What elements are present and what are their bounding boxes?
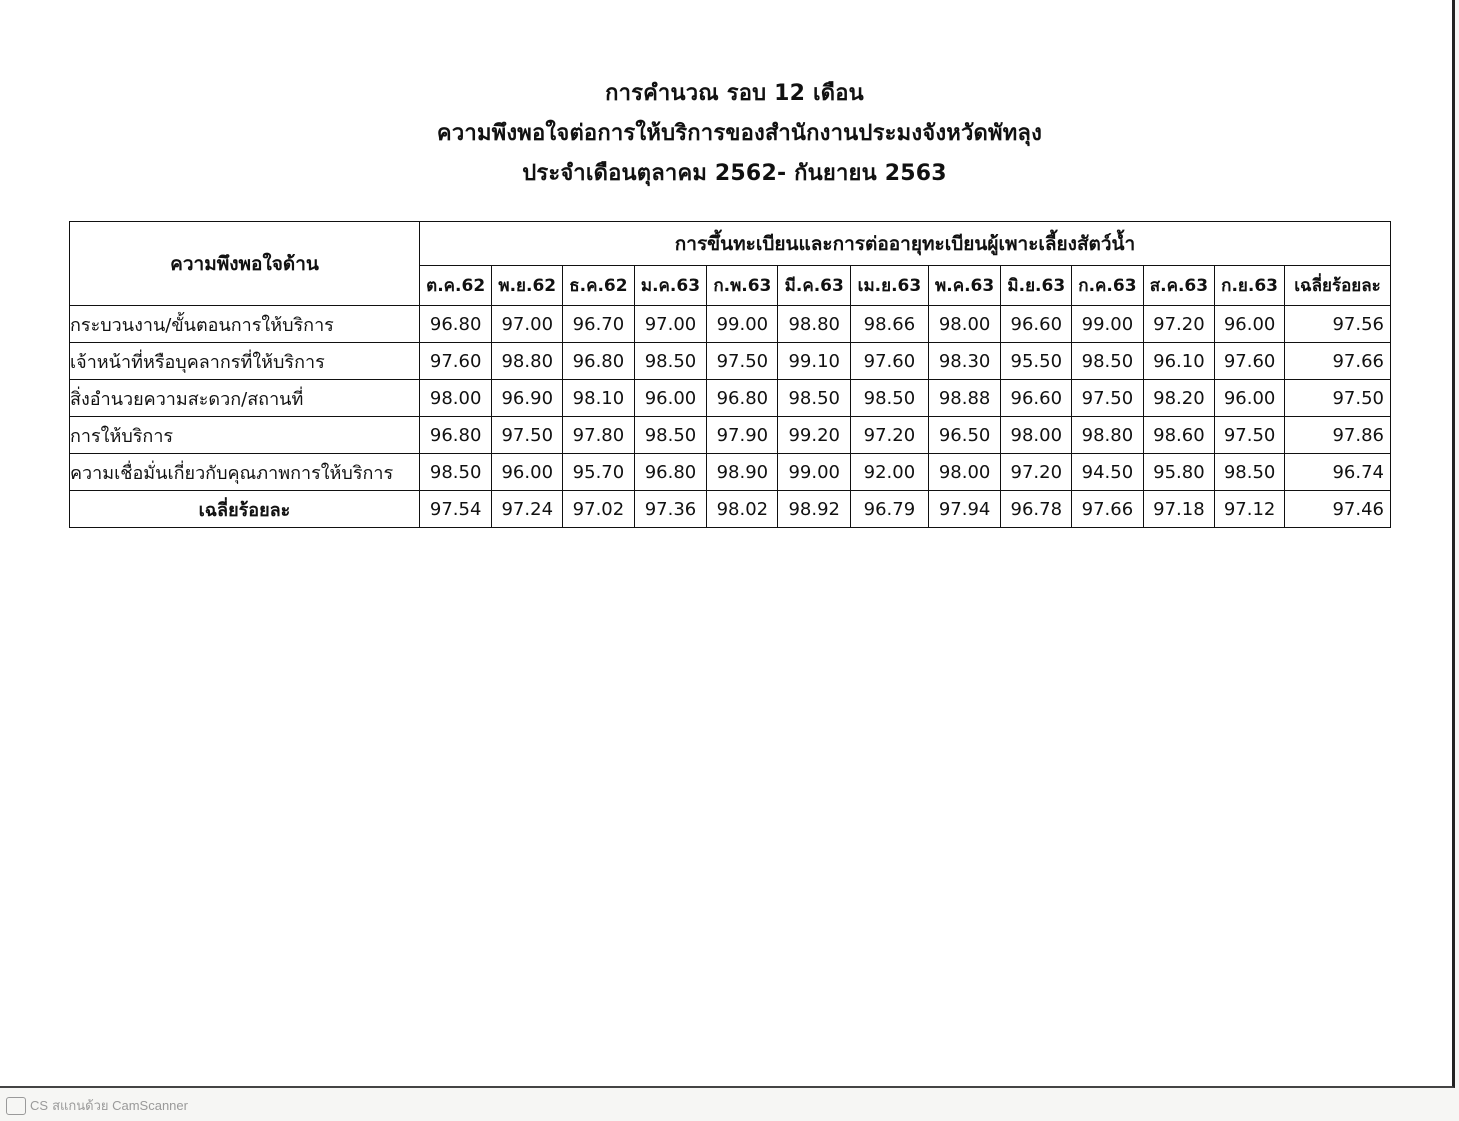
value-cell: 98.00 <box>928 306 1001 343</box>
header-line-1: การคำนวณ รอบ 12 เดือน <box>605 81 864 106</box>
row-average-cell: 97.56 <box>1285 306 1391 343</box>
header-line-3: ประจำเดือนตุลาคม 2562- กันยายน 2563 <box>522 161 947 186</box>
value-cell: 98.90 <box>707 454 778 491</box>
value-cell: 92.00 <box>851 454 929 491</box>
table-body <box>70 306 1391 528</box>
value-cell: 98.30 <box>928 343 1001 380</box>
document-header <box>0 74 1459 194</box>
row-average-cell: 97.46 <box>1285 491 1391 528</box>
value-cell: 98.50 <box>778 380 851 417</box>
value-cell: 98.50 <box>420 454 492 491</box>
value-cell: 98.80 <box>1072 417 1143 454</box>
row-label: การให้บริการ <box>70 417 420 454</box>
row-average-cell: 97.66 <box>1285 343 1391 380</box>
value-cell: 95.80 <box>1143 454 1215 491</box>
value-cell: 99.10 <box>778 343 851 380</box>
value-cell: 97.54 <box>420 491 492 528</box>
row-label: เจ้าหน้าที่หรือบุคลากรที่ให้บริการ <box>70 343 420 380</box>
column-header: มิ.ย.63 <box>1001 266 1072 306</box>
watermark-logo-text: CS <box>30 1098 49 1113</box>
value-cell: 96.00 <box>1215 306 1285 343</box>
value-cell: 98.02 <box>707 491 778 528</box>
value-cell: 96.80 <box>420 417 492 454</box>
value-cell: 97.20 <box>1143 306 1215 343</box>
value-cell: 96.50 <box>928 417 1001 454</box>
value-cell: 97.00 <box>634 306 707 343</box>
value-cell: 96.60 <box>1001 306 1072 343</box>
table-row <box>70 417 1391 454</box>
table-row <box>70 306 1391 343</box>
table-row <box>70 380 1391 417</box>
value-cell: 97.66 <box>1072 491 1143 528</box>
value-cell: 97.20 <box>851 417 929 454</box>
column-header: เม.ย.63 <box>851 266 929 306</box>
column-header: ส.ค.63 <box>1143 266 1215 306</box>
value-cell: 97.36 <box>634 491 707 528</box>
value-cell: 98.60 <box>1143 417 1215 454</box>
value-cell: 97.80 <box>563 417 635 454</box>
value-cell: 97.60 <box>1215 343 1285 380</box>
value-cell: 98.80 <box>778 306 851 343</box>
value-cell: 96.00 <box>492 454 563 491</box>
value-cell: 99.20 <box>778 417 851 454</box>
value-cell: 97.02 <box>563 491 635 528</box>
value-cell: 98.20 <box>1143 380 1215 417</box>
value-cell: 97.12 <box>1215 491 1285 528</box>
value-cell: 97.18 <box>1143 491 1215 528</box>
row-average-cell: 96.74 <box>1285 454 1391 491</box>
value-cell: 96.78 <box>1001 491 1072 528</box>
value-cell: 96.00 <box>1215 380 1285 417</box>
row-average-cell: 97.50 <box>1285 380 1391 417</box>
value-cell: 96.80 <box>707 380 778 417</box>
value-cell: 96.80 <box>634 454 707 491</box>
column-header: พ.ค.63 <box>928 266 1001 306</box>
column-header: ม.ค.63 <box>634 266 707 306</box>
value-cell: 96.60 <box>1001 380 1072 417</box>
value-cell: 98.50 <box>1072 343 1143 380</box>
value-cell: 95.50 <box>1001 343 1072 380</box>
value-cell: 96.00 <box>634 380 707 417</box>
value-cell: 97.50 <box>1072 380 1143 417</box>
column-header: ก.พ.63 <box>707 266 778 306</box>
row-label: ความเชื่อมั่นเกี่ยวกับคุณภาพการให้บริการ <box>70 454 420 491</box>
column-header: พ.ย.62 <box>492 266 563 306</box>
column-header: มี.ค.63 <box>778 266 851 306</box>
value-cell: 98.00 <box>1001 417 1072 454</box>
value-cell: 96.79 <box>851 491 929 528</box>
value-cell: 97.60 <box>851 343 929 380</box>
row-average-cell: 97.86 <box>1285 417 1391 454</box>
average-row <box>70 491 1391 528</box>
column-header: ต.ค.62 <box>420 266 492 306</box>
value-cell: 96.80 <box>420 306 492 343</box>
value-cell: 96.80 <box>563 343 635 380</box>
value-cell: 99.00 <box>1072 306 1143 343</box>
camscanner-logo <box>6 1097 26 1115</box>
value-cell: 98.50 <box>851 380 929 417</box>
column-header: ก.ย.63 <box>1215 266 1285 306</box>
row-label: เฉลี่ยร้อยละ <box>70 491 420 528</box>
value-cell: 97.60 <box>420 343 492 380</box>
header-line-2: ความพึงพอใจต่อการให้บริการของสำนักงานประมงจังหวัดพัทลุง <box>436 121 1043 146</box>
group-header: การขึ้นทะเบียนและการต่ออายุทะเบียนผู้เพาะเลี้ยงสัตว์น้ำ <box>420 222 1391 266</box>
value-cell: 98.50 <box>634 417 707 454</box>
value-cell: 98.88 <box>928 380 1001 417</box>
table-row <box>70 454 1391 491</box>
value-cell: 98.00 <box>420 380 492 417</box>
value-cell: 98.66 <box>851 306 929 343</box>
value-cell: 98.00 <box>928 454 1001 491</box>
value-cell: 98.50 <box>1215 454 1285 491</box>
value-cell: 97.00 <box>492 306 563 343</box>
value-cell: 97.24 <box>492 491 563 528</box>
value-cell: 98.50 <box>634 343 707 380</box>
column-header: ก.ค.63 <box>1072 266 1143 306</box>
value-cell: 96.70 <box>563 306 635 343</box>
dimension-header: ความพึงพอใจด้าน <box>70 222 420 306</box>
column-header-average: เฉลี่ยร้อยละ <box>1285 266 1391 306</box>
value-cell: 97.90 <box>707 417 778 454</box>
satisfaction-table <box>69 221 1391 528</box>
value-cell: 94.50 <box>1072 454 1143 491</box>
value-cell: 97.20 <box>1001 454 1072 491</box>
camscanner-watermark <box>6 1095 188 1116</box>
value-cell: 97.50 <box>1215 417 1285 454</box>
value-cell: 97.94 <box>928 491 1001 528</box>
value-cell: 97.50 <box>492 417 563 454</box>
value-cell: 96.10 <box>1143 343 1215 380</box>
value-cell: 96.90 <box>492 380 563 417</box>
table-row <box>70 343 1391 380</box>
value-cell: 99.00 <box>707 306 778 343</box>
value-cell: 99.00 <box>778 454 851 491</box>
value-cell: 97.50 <box>707 343 778 380</box>
row-label: กระบวนงาน/ขั้นตอนการให้บริการ <box>70 306 420 343</box>
value-cell: 98.92 <box>778 491 851 528</box>
value-cell: 98.10 <box>563 380 635 417</box>
watermark-text: สแกนด้วย CamScanner <box>52 1098 188 1113</box>
column-header: ธ.ค.62 <box>563 266 635 306</box>
row-label: สิ่งอำนวยความสะดวก/สถานที่ <box>70 380 420 417</box>
value-cell: 98.80 <box>492 343 563 380</box>
value-cell: 95.70 <box>563 454 635 491</box>
